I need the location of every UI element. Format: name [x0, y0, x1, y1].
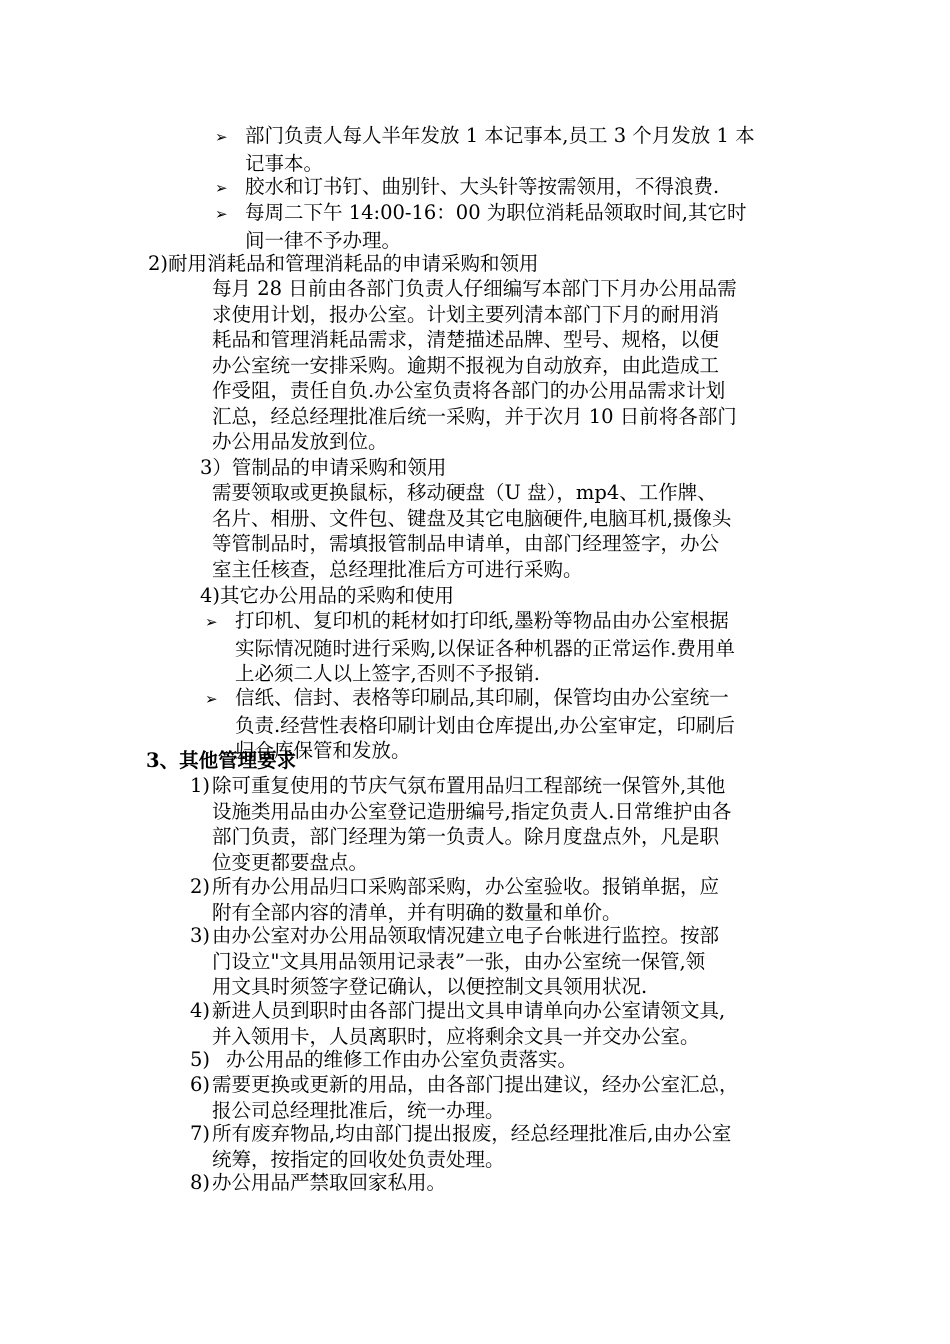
numbered-item: 2) 所有办公用品归口采购部采购，办公室验收。报销单据，应 附有全部内容的清单，并有明确的数量和单价。 [190, 875, 720, 924]
numbered-item: 3) 由办公室对办公用品领取情况建立电子台帐进行监控。按部 门设立"文具用品领用记录表”一张，由办公室统一保管,领 用文具时须签字登记确认，以便控制文具领用状况. [190, 924, 720, 998]
numbered-item: 7) 所有废弃物品,均由部门提出报废，经总经理批准后,由办公室 统筹，按指定的回收处负责处理。 [190, 1122, 732, 1171]
bullet-item: ➢ 打印机、复印机的耗材如打印纸,墨粉等物品由办公室根据 实际情况随时进行采购,以保证各种机器的正常运作.费用单 上必须二人以上签字,否则不予报销. [205, 609, 735, 685]
paragraph: 每月 28 日前由各部门负责人仔细编写本部门下月办公用品需 求使用计划，报办公室。计划主要列清本部门下月的耐用消 耗品和管理消耗品需求，清楚描述品牌、型号、规格，以便 办公室统一安排采购。逾期不报视为自动放弃，由此造成工 作受阻，责任自负.办公室负责将各部门的办公用品需求计划 汇总，经总经理批准后统一采购，并于次月 10 日前将各部门 办公用品发放到位。 [212, 277, 737, 453]
bullet-item: ➢ 胶水和订书钉、曲别针、大头针等按需领用，不得浪费. [215, 174, 719, 202]
arrow-bullet-icon: ➢ [215, 128, 228, 146]
paragraph: 需要领取或更换鼠标，移动硬盘（U 盘），mp4、工作牌、 名片、相册、文件包、键盘及其它电脑硬件,电脑耳机,摄像头 等管制品时，需填报管制品申请单，由部门经理签字，办公 室主任核查，总经理批准后方可进行采购。 [212, 481, 732, 581]
arrow-bullet-icon: ➢ [205, 690, 218, 708]
numbered-item: 4) 新进人员到职时由各部门提出文具申请单向办公室请领文具, 并入领用卡，人员离职时，应将剩余文具一并交办公室。 [190, 999, 726, 1048]
bullet-item: ➢ 信纸、信封、表格等印刷品,其印刷，保管均由办公室统一 负责.经营性表格印刷计划由仓库提出,办公室审定，印刷后 归仓库保管和发放。 [205, 686, 735, 762]
section-heading: 3）管制品的申请采购和领用 [200, 456, 447, 479]
section-title: 3、其他管理要求 [146, 749, 297, 772]
numbered-item: 8) 办公用品严禁取回家私用。 [190, 1171, 447, 1194]
bullet-item: ➢ 部门负责人每人半年发放 1 本记事本,员工 3 个月发放 1 本 记事本。 [215, 124, 755, 175]
section-heading: 4)其它办公用品的采购和使用 [200, 584, 455, 607]
numbered-item: 6) 需要更换或更新的用品，由各部门提出建议，经办公室汇总， 报公司总经理批准后，统一办理。 [190, 1073, 739, 1122]
numbered-item: 5) 办公用品的维修工作由办公室负责落实。 [190, 1048, 578, 1071]
arrow-bullet-icon: ➢ [215, 205, 228, 223]
bullet-item: ➢ 每周二下午 14:00-16：00 为职位消耗品领取时间,其它时 间一律不予办理。 [215, 201, 747, 252]
numbered-item: 1) 除可重复使用的节庆气氛布置用品归工程部统一保管外,其他 设施类用品由办公室登记造册编号,指定负责人.日常维护由各 部门负责，部门经理为第一负责人。除月度盘点外，凡是职 位变更都要盘点。 [190, 774, 732, 874]
arrow-bullet-icon: ➢ [215, 179, 228, 197]
section-heading: 2)耐用消耗品和管理消耗品的申请采购和领用 [148, 252, 539, 275]
arrow-bullet-icon: ➢ [205, 613, 218, 631]
